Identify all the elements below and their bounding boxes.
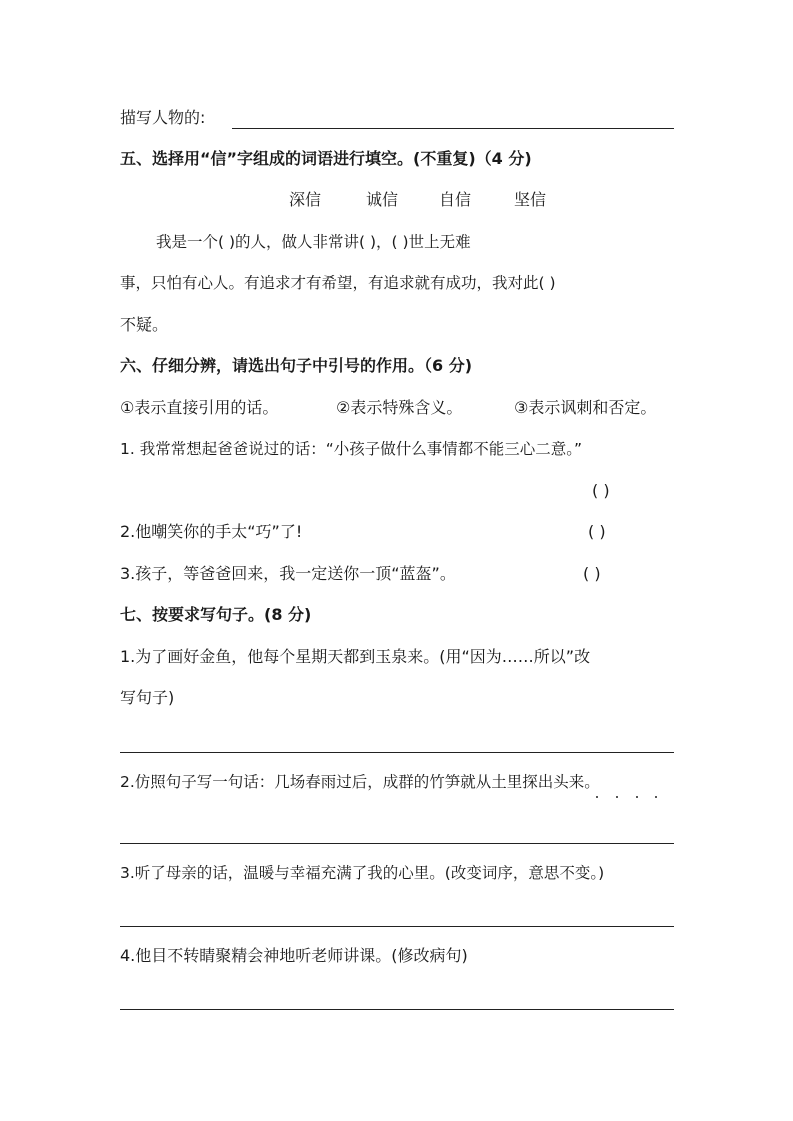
section6-question-1-answer[interactable]: ( ) — [592, 481, 610, 500]
section6-question-2: 2.他嘲笑你的手太“巧”了! — [120, 522, 303, 541]
section5-word-2: 诚信 — [366, 190, 399, 209]
section6-question-2-answer[interactable]: ( ) — [588, 522, 606, 541]
section5-word-1: 深信 — [289, 190, 322, 209]
section6-question-1: 1. 我常常想起爸爸说过的话：“小孩子做什么事情都不能三心二意。” — [120, 440, 583, 458]
answer-line-describe-person[interactable] — [232, 128, 674, 129]
section6-question-3-answer[interactable]: ( ) — [583, 564, 601, 583]
section7-question-2: 2.仿照句子写一句话：几场春雨过后，成群的竹笋就从土里探出头来。 — [120, 773, 600, 791]
section5-paragraph-line-2: 事，只怕有心人。有追求才有希望，有追求就有成功，我对此( ) — [120, 274, 556, 292]
section6-question-3: 3.孩子，等爸爸回来，我一定送你一顶“蓝盔”。 — [120, 564, 456, 583]
emphasis-dots — [596, 796, 666, 800]
section7-question-1-line-1: 1.为了画好金鱼，他每个星期天都到玉泉来。(用“因为……所以”改 — [120, 647, 591, 666]
answer-line-q4[interactable] — [120, 1009, 674, 1010]
section7-title: 七、按要求写句子。(8 分) — [120, 605, 312, 624]
section5-word-3: 自信 — [439, 190, 472, 209]
section5-word-4: 坚信 — [514, 190, 547, 209]
describe-person-label: 描写人物的: — [120, 108, 206, 127]
section5-title: 五、选择用“信”字组成的词语进行填空。(不重复)（4 分) — [120, 149, 532, 168]
answer-line-q1[interactable] — [120, 752, 674, 753]
section5-paragraph-line-3: 不疑。 — [120, 315, 169, 334]
answer-line-q2[interactable] — [120, 843, 674, 844]
section5-paragraph-line-1: 我是一个( )的人，做人非常讲( )，( )世上无难 — [156, 233, 471, 251]
section6-option-3: ③表示讽刺和否定。 — [514, 398, 657, 417]
section6-option-1: ①表示直接引用的话。 — [120, 398, 279, 417]
section6-title: 六、仔细分辨，请选出句子中引号的作用。（6 分) — [120, 356, 473, 375]
section6-option-2: ②表示特殊含义。 — [336, 398, 463, 417]
answer-line-q3[interactable] — [120, 926, 674, 927]
section7-question-1-line-2: 写句子) — [120, 688, 175, 707]
section7-question-3: 3.听了母亲的话，温暖与幸福充满了我的心里。(改变词序，意思不变。) — [120, 864, 605, 882]
section7-question-4: 4.他目不转睛聚精会神地听老师讲课。(修改病句) — [120, 946, 468, 965]
